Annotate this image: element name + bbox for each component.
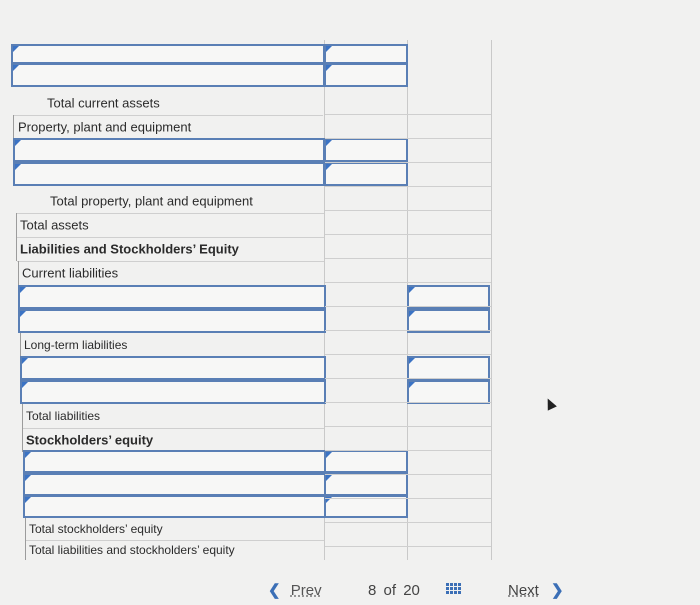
page-current: 8: [368, 582, 377, 599]
chevron-left-icon: ❮: [268, 582, 281, 599]
row-label: Long-term liabilities: [24, 338, 128, 352]
row-label: Total assets: [20, 217, 89, 233]
row-label: Total property, plant and equipment: [50, 193, 253, 209]
prev-label: Prev: [290, 582, 322, 599]
row-total-ppe: [16, 189, 324, 214]
row-total-liabilities-se: [26, 540, 324, 560]
page-indicator: [368, 582, 420, 599]
row-label: Total liabilities: [26, 409, 101, 423]
row-label: Total current assets: [47, 95, 160, 111]
row-total-current-assets: [13, 91, 323, 116]
equity-account-select[interactable]: [23, 495, 326, 518]
asset-amount-input[interactable]: [324, 63, 408, 87]
asset-account-select[interactable]: [11, 63, 325, 87]
amount-column-lines: [407, 91, 491, 551]
asset-account-select[interactable]: [11, 44, 325, 64]
prev-button[interactable]: [268, 581, 322, 599]
ppe-account-select[interactable]: [13, 138, 325, 162]
next-label: Next: [508, 582, 539, 599]
row-ppe-header: [14, 115, 324, 140]
grid-icon[interactable]: [446, 583, 462, 597]
ppe-account-select[interactable]: [13, 162, 325, 186]
long-term-liability-select[interactable]: [20, 356, 326, 380]
row-label: Property, plant and equipment: [18, 119, 192, 135]
row-label: Stockholders’ equity: [26, 432, 154, 448]
current-liability-select[interactable]: [18, 285, 326, 309]
row-label: Total stockholders’ equity: [29, 522, 163, 536]
page-total: 20: [403, 582, 420, 599]
pagination-bar: [0, 572, 700, 605]
row-total-se: [26, 518, 324, 541]
chevron-right-icon: ❯: [551, 582, 564, 599]
row-label: Current liabilities: [22, 265, 119, 281]
long-term-liability-select[interactable]: [20, 380, 326, 404]
page-of: of: [383, 582, 397, 599]
row-label: Total liabilities and stockholders’ equity: [29, 543, 235, 557]
amount-column-lines: [325, 91, 407, 551]
asset-amount-input[interactable]: [324, 44, 408, 64]
row-current-liabilities-header: [19, 261, 324, 286]
row-total-liabilities: [23, 404, 324, 429]
mouse-cursor-icon: [543, 396, 557, 410]
row-liabilities-se-header: [17, 237, 324, 262]
row-total-assets: [17, 213, 324, 238]
column-divider: [491, 40, 492, 560]
next-button[interactable]: [508, 581, 564, 599]
row-long-term-liabilities-header: [21, 333, 324, 358]
current-liability-select[interactable]: [18, 309, 326, 333]
equity-account-select[interactable]: [23, 473, 326, 496]
equity-account-select[interactable]: [23, 450, 326, 473]
row-label: Liabilities and Stockholders’ Equity: [20, 241, 239, 257]
